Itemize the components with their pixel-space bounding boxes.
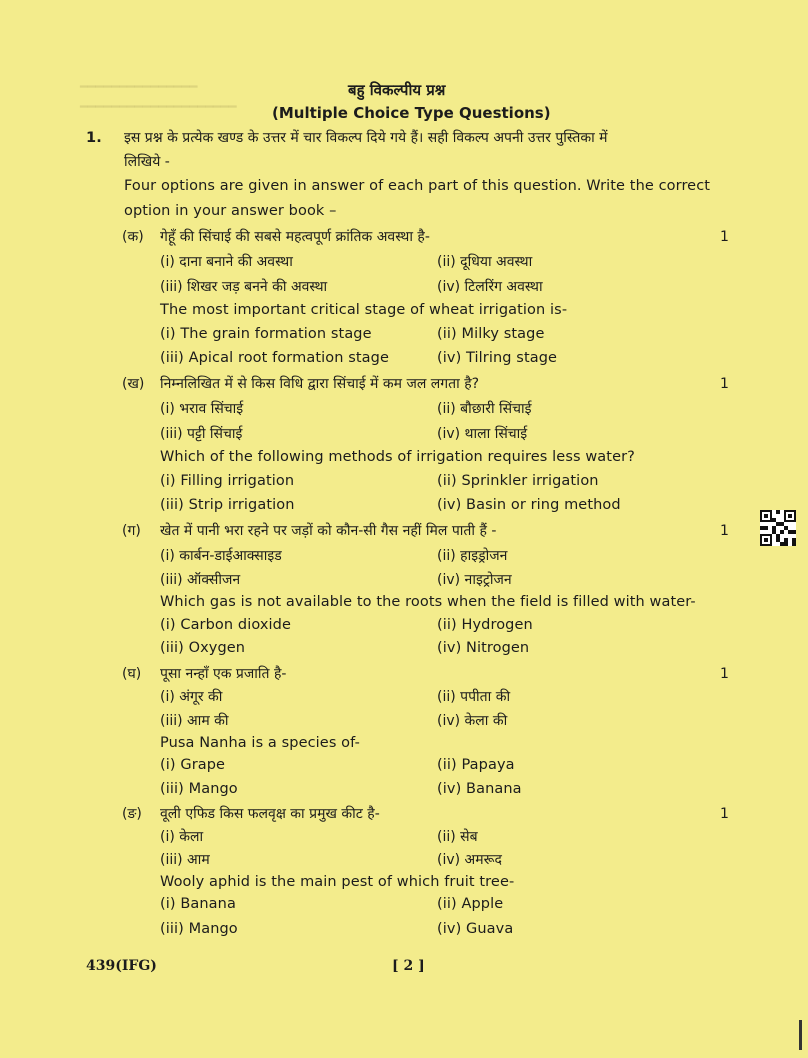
part-question-english: Which of the following methods of irrigation requires less water? bbox=[160, 449, 635, 465]
part-label: (ग) bbox=[122, 523, 141, 539]
option-hindi: (i) भराव सिंचाई bbox=[160, 401, 244, 417]
part-label: (घ) bbox=[122, 666, 142, 682]
instruction-english-line2: option in your answer book – bbox=[124, 203, 337, 219]
option-hindi: (iii) ऑक्सीजन bbox=[160, 572, 241, 588]
part-label: (ङ) bbox=[122, 806, 142, 822]
option-english: (i) The grain formation stage bbox=[160, 326, 372, 342]
option-english: (iv) Basin or ring method bbox=[437, 497, 621, 513]
option-hindi: (i) दाना बनाने की अवस्था bbox=[160, 254, 293, 270]
option-english: (iii) Strip irrigation bbox=[160, 497, 295, 513]
option-hindi: (iii) आम bbox=[160, 852, 210, 868]
bleed-through-mark: ━━━━━━━━━━━━━━━━━━━━ bbox=[80, 100, 237, 115]
page-edge-mark bbox=[799, 1020, 802, 1050]
option-hindi: (i) कार्बन-डाईआक्साइड bbox=[160, 548, 282, 564]
option-english: (iii) Apical root formation stage bbox=[160, 350, 389, 366]
paper-code: 439(IFG) bbox=[86, 958, 157, 974]
instruction-english-line1: Four options are given in answer of each part of this question. Write the correct bbox=[124, 178, 711, 194]
option-hindi: (ii) हाइड्रोजन bbox=[437, 548, 508, 564]
option-english: (iv) Guava bbox=[437, 921, 514, 937]
option-english: (ii) Hydrogen bbox=[437, 617, 533, 633]
option-english: (ii) Apple bbox=[437, 896, 504, 912]
option-hindi: (iv) नाइट्रोजन bbox=[437, 572, 512, 588]
part-question-hindi: खेत में पानी भरा रहने पर जड़ों को कौन-सी गैस नहीं मिल पाती हैं - bbox=[160, 523, 497, 539]
option-english: (iii) Mango bbox=[160, 781, 238, 797]
option-hindi: (ii) दूधिया अवस्था bbox=[437, 254, 533, 270]
part-marks: 1 bbox=[720, 806, 729, 822]
section-title-hindi: बहु विकल्पीय प्रश्न bbox=[348, 81, 446, 99]
option-english: (iii) Mango bbox=[160, 921, 238, 937]
part-marks: 1 bbox=[720, 376, 729, 392]
option-english: (i) Filling irrigation bbox=[160, 473, 295, 489]
section-title-english: (Multiple Choice Type Questions) bbox=[272, 104, 551, 122]
part-question-english: Which gas is not available to the roots when the field is filled with water- bbox=[160, 594, 696, 610]
qr-code-icon bbox=[760, 510, 796, 546]
option-hindi: (iv) टिलरिंग अवस्था bbox=[437, 279, 543, 295]
option-hindi: (i) केला bbox=[160, 829, 204, 845]
part-question-english: Pusa Nanha is a species of- bbox=[160, 735, 360, 751]
part-question-english: The most important critical stage of wheat irrigation is- bbox=[160, 302, 568, 318]
part-marks: 1 bbox=[720, 666, 729, 682]
part-marks: 1 bbox=[720, 229, 729, 245]
option-hindi: (ii) बौछारी सिंचाई bbox=[437, 401, 532, 417]
option-english: (iii) Oxygen bbox=[160, 640, 246, 656]
part-label: (ख) bbox=[122, 376, 145, 392]
option-hindi: (iv) अमरूद bbox=[437, 852, 502, 868]
part-label: (क) bbox=[122, 229, 144, 245]
part-question-hindi: निम्नलिखित में से किस विधि द्वारा सिंचाई में कम जल लगता है? bbox=[160, 376, 480, 392]
option-hindi: (ii) पपीता की bbox=[437, 689, 511, 705]
option-hindi: (iii) आम की bbox=[160, 713, 229, 729]
part-question-hindi: गेहूँ की सिंचाई की सबसे महत्वपूर्ण क्रांतिक अवस्था है- bbox=[160, 229, 430, 245]
part-question-hindi: पूसा नन्हाँ एक प्रजाति है- bbox=[160, 666, 287, 682]
option-hindi: (iii) पट्टी सिंचाई bbox=[160, 426, 243, 442]
option-hindi: (iv) थाला सिंचाई bbox=[437, 426, 528, 442]
option-english: (i) Carbon dioxide bbox=[160, 617, 291, 633]
option-hindi: (iii) शिखर जड़ बनने की अवस्था bbox=[160, 279, 328, 295]
instruction-hindi-line1: इस प्रश्न के प्रत्येक खण्ड के उत्तर में चार विकल्प दिये गये हैं। सही विकल्प अपनी उत्तर पुस्तिका में bbox=[124, 130, 608, 146]
option-english: (ii) Papaya bbox=[437, 757, 515, 773]
page-number: [ 2 ] bbox=[392, 958, 425, 974]
part-marks: 1 bbox=[720, 523, 729, 539]
question-number: 1. bbox=[86, 130, 102, 146]
option-hindi: (i) अंगूर की bbox=[160, 689, 223, 705]
option-english: (i) Banana bbox=[160, 896, 236, 912]
option-english: (i) Grape bbox=[160, 757, 226, 773]
bleed-through-mark: ━━━━━━━━━━━━━━━ bbox=[80, 80, 198, 95]
option-english: (iv) Tilring stage bbox=[437, 350, 558, 366]
option-english: (ii) Sprinkler irrigation bbox=[437, 473, 599, 489]
part-question-english: Wooly aphid is the main pest of which fruit tree- bbox=[160, 874, 515, 890]
option-english: (iv) Banana bbox=[437, 781, 522, 797]
option-hindi: (ii) सेब bbox=[437, 829, 478, 845]
option-english: (iv) Nitrogen bbox=[437, 640, 530, 656]
instruction-hindi-line2: लिखिये - bbox=[124, 154, 170, 170]
option-hindi: (iv) केला की bbox=[437, 713, 508, 729]
option-english: (ii) Milky stage bbox=[437, 326, 545, 342]
part-question-hindi: वूली एफिड किस फलवृक्ष का प्रमुख कीट है- bbox=[160, 806, 380, 822]
